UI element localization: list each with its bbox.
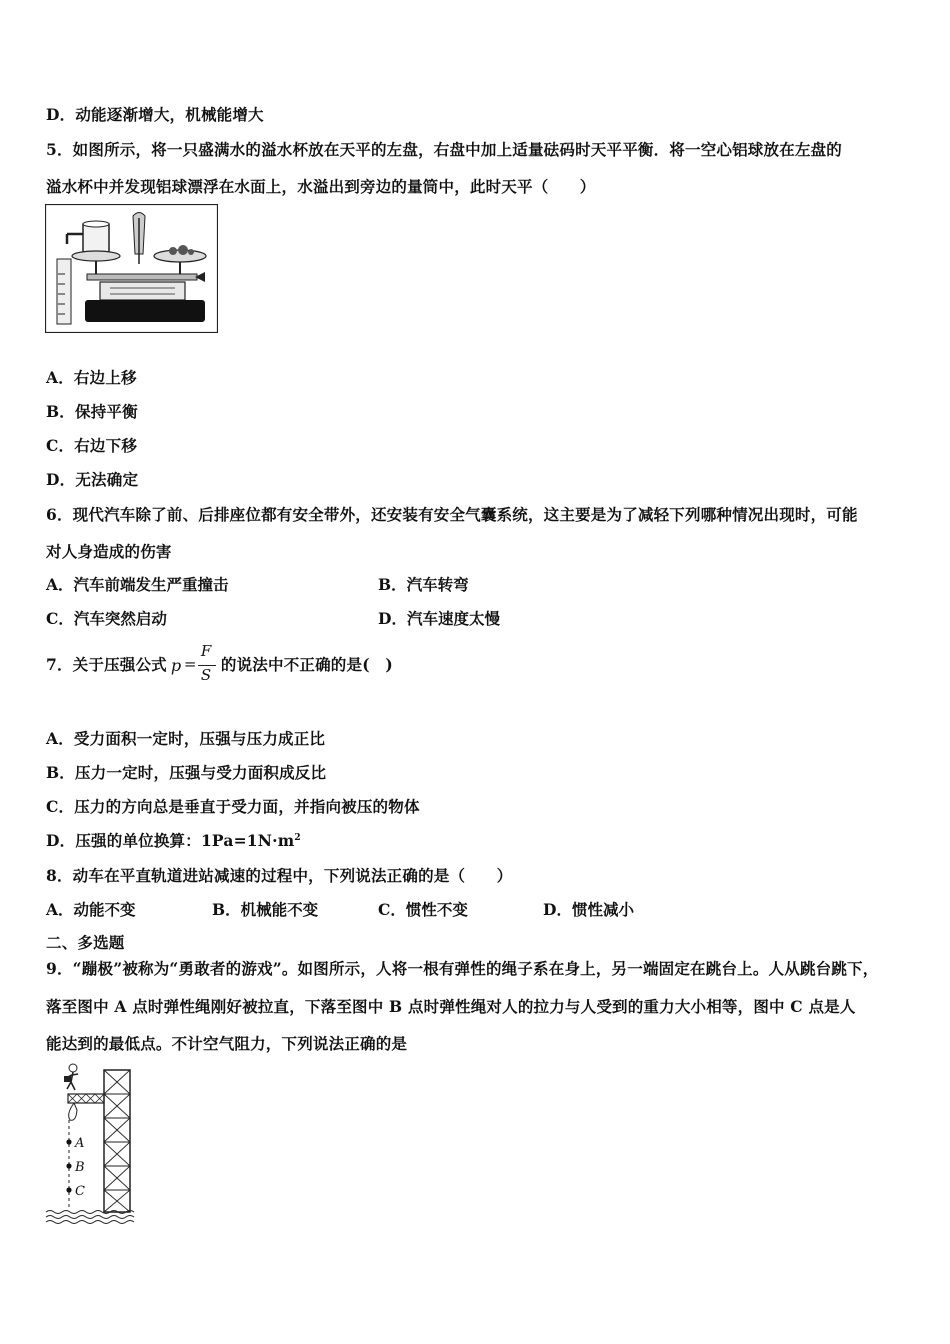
q5-stem-line2: 溢水杯中并发现铝球漂浮在水面上，水溢出到旁边的量筒中，此时天平（ ） [46, 177, 596, 196]
balance-overflow-cup-figure [45, 204, 218, 337]
pressure-formula [170, 642, 217, 686]
q5-option-b: B．保持平衡 [46, 402, 138, 421]
q8-option-c: C．惯性不变 [378, 900, 468, 919]
point-a-label: A [75, 1136, 85, 1151]
q9-stem-line2: 落至图中 A 点时弹性绳刚好被拉直，下落至图中 B 点时弹性绳对人的拉力与人受到的重力大小相等，图中 C 点是人 [46, 997, 856, 1016]
q7-stem-suffix: 的说法中不正确的是( ) [220, 655, 393, 674]
q8-stem: 8．动车在平直轨道进站减速的过程中，下列说法正确的是（ ） [46, 866, 513, 885]
q6-option-d: D．汽车速度太慢 [378, 609, 500, 628]
q5-option-a: A．右边上移 [46, 368, 137, 387]
q6-option-a: A．汽车前端发生严重撞击 [46, 575, 229, 594]
q7-stem-prefix: 7．关于压强公式 [46, 655, 167, 674]
q4-option-d: D．动能逐渐增大，机械能增大 [46, 105, 264, 124]
q7-option-c: C．压力的方向总是垂直于受力面，并指向被压的物体 [46, 797, 420, 816]
q6-option-c: C．汽车突然启动 [46, 609, 167, 628]
q8-option-b: B．机械能不变 [212, 900, 319, 919]
q5-option-c: C．右边下移 [46, 436, 138, 455]
q8-option-a: A．动能不变 [46, 900, 136, 919]
q7-option-b: B．压力一定时，压强与受力面积成反比 [46, 763, 327, 782]
formula-numerator: F [200, 642, 212, 660]
q6-stem-line2: 对人身造成的伤害 [46, 542, 172, 561]
q6-option-b: B．汽车转弯 [378, 575, 469, 594]
q5-stem-line1: 5．如图所示，将一只盛满水的溢水杯放在天平的左盘，右盘中加上适量砝码时天平平衡．将一空心铝球放在左盘的 [46, 140, 842, 159]
q9-stem-line3: 能达到的最低点。不计空气阻力，下列说法正确的是 [46, 1034, 408, 1053]
q5-option-d: D．无法确定 [46, 470, 139, 489]
q7-option-d-exponent: 2 [294, 832, 301, 843]
formula-equals: = [183, 655, 197, 673]
point-b-label: B [75, 1160, 85, 1175]
q7-option-a: A．受力面积一定时，压强与压力成正比 [46, 729, 326, 748]
formula-p: p [170, 656, 182, 675]
point-c-label: C [75, 1184, 85, 1199]
q7-stem [46, 642, 393, 686]
formula-denominator: S [200, 666, 212, 684]
q9-stem-line1: 9．“蹦极”被称为“勇敢者的游戏”。如图所示，人将一根有弹性的绳子系在身上，另一端固定在跳台上。人从跳台跳下， [46, 959, 879, 978]
q6-stem-line1: 6．现代汽车除了前、后排座位都有安全带外，还安装有安全气囊系统，这主要是为了减轻下列哪种情况出现时，可能 [46, 505, 858, 524]
q7-option-d [46, 829, 301, 851]
q8-option-d: D．惯性减小 [543, 900, 634, 919]
bungee-tower-figure [44, 1062, 139, 1231]
section-title-multiple-choice: 二、多选题 [46, 933, 125, 952]
q7-option-d-text: D．压强的单位换算：1Pa=1N·m [46, 831, 295, 850]
